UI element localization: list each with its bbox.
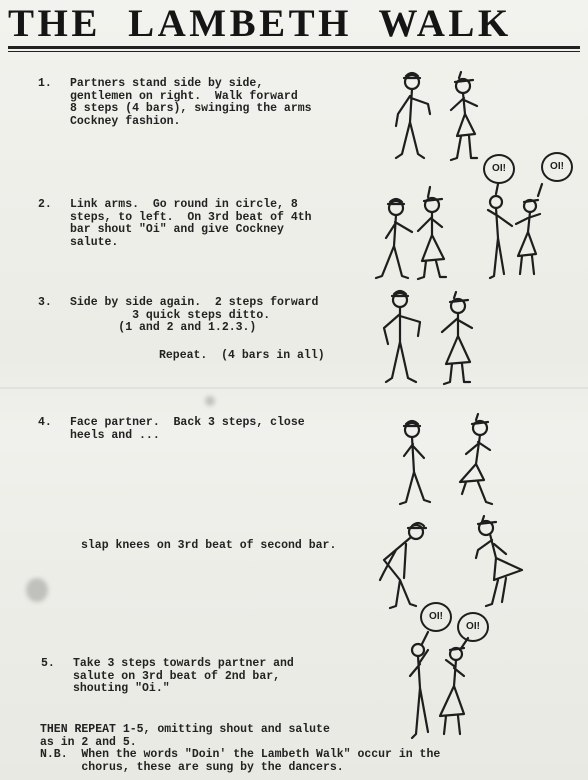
step-3-text: Side by side again. 2 steps forward 3 quick steps ditto. (1 and 2 and 1.2.3.) (70, 296, 319, 334)
gentleman-figure-backing (396, 420, 438, 508)
title-rule-thick (8, 46, 580, 49)
lady-figure-walking (445, 70, 490, 165)
step-5-text: Take 3 steps towards partner and salute on 3rd beat of 2nd bar, shouting "Oi." (73, 657, 294, 695)
lady-figure-backing (454, 414, 498, 508)
page-title: THE LAMBETH WALK (8, 2, 512, 45)
lady-figure-slapping-knees (472, 518, 528, 612)
lady-figure-linked-arms (414, 183, 454, 283)
step-4-text: Face partner. Back 3 steps, close heels and ... (70, 416, 305, 442)
lady-figure-stepping (436, 290, 480, 388)
step-2-text: Link arms. Go round in circle, 8 steps, to left. On 3rd beat of 4th bar shout "Oi" and give Cockney salute. (70, 198, 312, 249)
gentleman-figure-walking (390, 70, 435, 165)
closing-notes: THEN REPEAT 1-5, omitting shout and salute as in 2 and 5. N.B. When the words "Doin' the Lambeth Walk" occur in the chorus, these are sung by the dancers. (40, 723, 441, 774)
ink-smudge (26, 578, 48, 602)
step-4-number: 4. (38, 416, 52, 429)
ink-smudge (205, 396, 215, 406)
couple-figure-final-salute (402, 630, 482, 742)
title-rule-thin (8, 51, 580, 52)
oi-speech-balloon: OI! (483, 154, 515, 184)
oi-speech-balloon: OI! (541, 152, 573, 182)
paper-fold (0, 387, 588, 389)
step-4-continuation: slap knees on 3rd beat of second bar. (81, 539, 337, 552)
step-1-number: 1. (38, 77, 52, 90)
oi-speech-balloon: OI! (457, 612, 489, 642)
step-5-number: 5. (41, 657, 55, 670)
oi-speech-balloon: OI! (420, 602, 452, 632)
step-2-number: 2. (38, 198, 52, 211)
gentleman-figure-stepping (378, 288, 428, 388)
step-3-repeat: Repeat. (4 bars in all) (159, 349, 325, 362)
couple-figure-saluting (478, 180, 558, 280)
gentleman-figure-slapping-knees (376, 520, 432, 612)
step-1-text: Partners stand side by side, gentlemen on right. Walk forward 8 steps (4 bars), swinging the arms Cockney fashion. (70, 77, 312, 128)
step-3-number: 3. (38, 296, 52, 309)
